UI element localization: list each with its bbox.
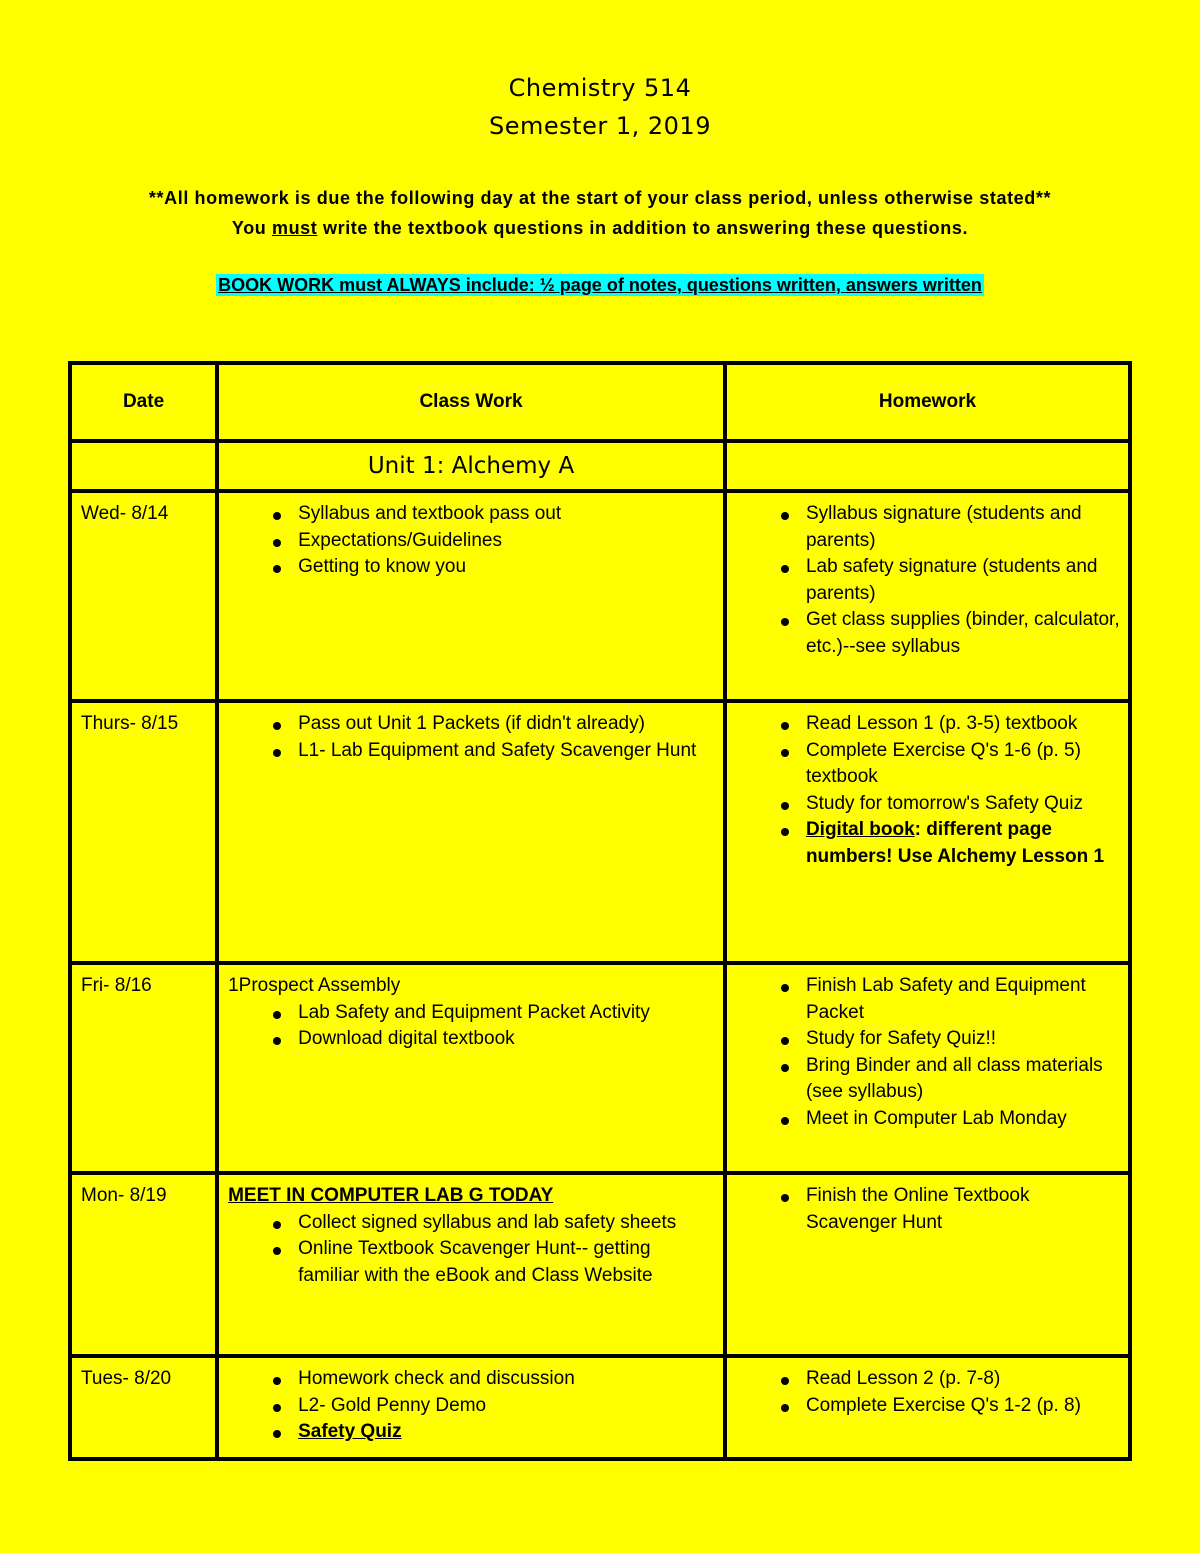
- homework-due-note: **All homework is due the following day at the start of your class period, unless otherwise stated**: [148, 188, 1052, 208]
- homework-list: [736, 711, 1122, 870]
- list-item-safety-quiz: Safety Quiz: [298, 1419, 717, 1446]
- row-homework: [725, 701, 1130, 963]
- list-item: Complete Exercise Q's 1-2 (p. 8): [806, 1393, 1122, 1420]
- semester-title: Semester 1, 2019: [489, 112, 711, 140]
- unit-date-empty: [70, 441, 217, 491]
- list-item: Expectations/Guidelines: [298, 528, 717, 555]
- digital-book-text: : different page numbers! Use Alchemy Lesson 1: [805, 819, 1105, 867]
- list-item: Study for tomorrow's Safety Quiz: [806, 791, 1122, 818]
- row-date: Mon- 8/19: [70, 1173, 217, 1356]
- homework-list: [736, 1366, 1122, 1419]
- list-item: Read Lesson 1 (p. 3-5) textbook: [806, 711, 1122, 738]
- row-homework: [725, 963, 1130, 1173]
- list-item: Study for Safety Quiz!!: [806, 1026, 1122, 1053]
- note-must-emphasis: must: [271, 218, 318, 238]
- row-class-work: [217, 1356, 725, 1459]
- list-item: Getting to know you: [298, 554, 717, 581]
- row-homework: [725, 1356, 1130, 1459]
- list-item: L2- Gold Penny Demo: [298, 1393, 717, 1420]
- homework-list: [736, 1183, 1122, 1236]
- list-item: Syllabus signature (students and parents): [806, 501, 1122, 554]
- unit-title: Unit 1: Alchemy A: [217, 441, 725, 491]
- textbook-questions-note: [0, 218, 1200, 239]
- header-class-work: Class Work: [217, 363, 725, 441]
- list-item: Finish the Online Textbook Scavenger Hunt: [806, 1183, 1122, 1236]
- class-work-intro: 1Prospect Assembly: [228, 975, 401, 996]
- header-homework: Homework: [725, 363, 1130, 441]
- class-work-list: [228, 1210, 717, 1290]
- row-homework: [725, 1173, 1130, 1356]
- bookwork-highlight: BOOK WORK must ALWAYS include: ½ page of notes, questions written, answers written: [218, 275, 982, 295]
- row-class-work: [217, 1173, 725, 1356]
- header-date: Date: [70, 363, 217, 441]
- row-date: Thurs- 8/15: [70, 701, 217, 963]
- list-item: Complete Exercise Q's 1-6 (p. 5) textbook: [806, 738, 1122, 791]
- class-work-intro: MEET IN COMPUTER LAB G TODAY: [228, 1185, 554, 1206]
- row-date: Tues- 8/20: [70, 1356, 217, 1459]
- class-work-list: [228, 1366, 717, 1446]
- class-work-list: [228, 711, 717, 764]
- schedule-table: [68, 361, 1132, 1461]
- row-homework: [725, 491, 1130, 701]
- list-item: Meet in Computer Lab Monday: [806, 1106, 1122, 1133]
- unit-row: [70, 441, 1130, 491]
- list-item: Lab Safety and Equipment Packet Activity: [298, 1000, 717, 1027]
- list-item: Lab safety signature (students and parents): [806, 554, 1122, 607]
- list-item: Bring Binder and all class materials (see syllabus): [806, 1053, 1122, 1106]
- homework-list: [736, 501, 1122, 660]
- table-row: [70, 491, 1130, 701]
- list-item: Finish Lab Safety and Equipment Packet: [806, 973, 1122, 1026]
- table-row: [70, 701, 1130, 963]
- course-title: Chemistry 514: [508, 74, 692, 102]
- class-work-list: [228, 501, 717, 581]
- unit-homework-empty: [725, 441, 1130, 491]
- list-item: Online Textbook Scavenger Hunt-- getting familiar with the eBook and Class Website: [298, 1236, 717, 1289]
- row-date: Wed- 8/14: [70, 491, 217, 701]
- digital-book-label: Digital book: [805, 819, 915, 840]
- row-class-work: [217, 963, 725, 1173]
- row-date: Fri- 8/16: [70, 963, 217, 1173]
- list-item: Get class supplies (binder, calculator, etc.)--see syllabus: [806, 607, 1122, 660]
- bookwork-note: [0, 275, 1200, 296]
- class-work-list: [228, 1000, 717, 1053]
- header-row: [70, 363, 1130, 441]
- list-item: Download digital textbook: [298, 1026, 717, 1053]
- note-text-before: You: [231, 218, 272, 238]
- row-class-work: [217, 491, 725, 701]
- note-text-after: write the textbook questions in addition to answering these questions.: [317, 218, 969, 238]
- list-item: Collect signed syllabus and lab safety sheets: [298, 1210, 717, 1237]
- row-class-work: [217, 701, 725, 963]
- list-item: L1- Lab Equipment and Safety Scavenger Hunt: [298, 738, 717, 765]
- table-row: [70, 1173, 1130, 1356]
- list-item: Syllabus and textbook pass out: [298, 501, 717, 528]
- list-item: Homework check and discussion: [298, 1366, 717, 1393]
- list-item: Pass out Unit 1 Packets (if didn't already): [298, 711, 717, 738]
- list-item: Read Lesson 2 (p. 7-8): [806, 1366, 1122, 1393]
- homework-list: [736, 973, 1122, 1132]
- table-row: [70, 963, 1130, 1173]
- table-row: [70, 1356, 1130, 1459]
- list-item-digital-book: [806, 817, 1122, 870]
